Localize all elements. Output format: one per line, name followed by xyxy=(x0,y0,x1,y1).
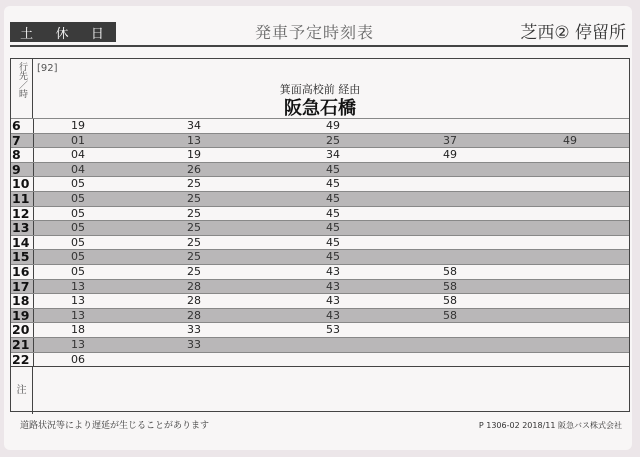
minute-cell: 45 xyxy=(326,162,340,176)
hour-cell: 14 xyxy=(12,234,30,250)
minute-cell: 13 xyxy=(71,308,85,322)
hour-cell: 6 xyxy=(12,118,21,133)
minute-cell: 25 xyxy=(187,206,201,220)
hour-separator xyxy=(33,309,34,323)
hour-separator xyxy=(33,280,34,294)
hour-cell: 15 xyxy=(12,249,30,265)
timetable-row xyxy=(11,322,629,337)
minute-cell: 05 xyxy=(71,177,85,191)
hour-separator xyxy=(33,119,34,133)
hour-cell: 9 xyxy=(12,161,21,177)
hour-cell: 13 xyxy=(12,220,30,236)
minute-cell: 06 xyxy=(71,352,85,366)
timetable-box xyxy=(10,58,630,412)
minute-cell: 28 xyxy=(187,294,201,308)
minute-cell: 25 xyxy=(187,221,201,235)
minute-cell: 05 xyxy=(71,221,85,235)
via-text: 箕面高校前 経由 xyxy=(279,83,361,96)
minute-cell: 45 xyxy=(326,192,340,205)
timetable-row xyxy=(11,308,629,323)
timetable-row xyxy=(11,249,629,264)
hour-cell: 22 xyxy=(12,351,30,367)
hour-cell: 16 xyxy=(12,264,30,279)
hour-cell: 17 xyxy=(12,278,30,294)
timetable-row xyxy=(11,162,629,177)
minute-cell: 49 xyxy=(443,148,457,162)
minute-cell: 33 xyxy=(187,338,201,351)
minute-cell: 25 xyxy=(187,265,201,278)
stop-name: 芝西② 停留所 xyxy=(520,23,626,43)
minute-cell: 18 xyxy=(71,323,85,337)
minute-cell: 45 xyxy=(326,235,340,249)
minute-cell: 58 xyxy=(443,279,457,293)
minute-cell: 19 xyxy=(71,119,85,132)
minute-cell: 05 xyxy=(71,206,85,220)
minute-cell: 25 xyxy=(187,177,201,191)
minute-cell: 45 xyxy=(326,221,340,235)
minute-cell: 49 xyxy=(563,133,577,147)
hour-cell: 8 xyxy=(12,147,21,163)
minute-cell: 45 xyxy=(326,177,340,191)
minute-cell: 25 xyxy=(187,250,201,264)
minute-cell: 34 xyxy=(187,119,201,132)
minute-cell: 05 xyxy=(71,250,85,264)
hour-cell: 12 xyxy=(12,205,30,221)
minute-cell: 43 xyxy=(326,279,340,293)
timetable-row xyxy=(11,191,629,206)
minute-cell: 28 xyxy=(187,308,201,322)
minute-cell: 58 xyxy=(443,265,457,278)
timetable-row xyxy=(11,133,629,148)
hour-separator xyxy=(33,177,34,191)
minute-cell: 49 xyxy=(326,119,340,132)
minute-cell: 33 xyxy=(187,323,201,337)
hour-separator xyxy=(33,294,34,308)
hour-cell: 20 xyxy=(12,322,30,338)
timetable-row xyxy=(11,118,629,133)
minute-cell: 05 xyxy=(71,235,85,249)
hour-cell: 18 xyxy=(12,293,30,309)
hour-separator xyxy=(33,221,34,235)
hour-separator xyxy=(33,338,34,352)
minute-cell: 05 xyxy=(71,192,85,205)
hour-separator xyxy=(33,163,34,177)
hour-cell: 21 xyxy=(12,337,30,352)
timetable-row xyxy=(11,337,629,352)
delay-notice: 道路状況等により遅延が生じることがあります xyxy=(20,421,210,431)
minute-cell: 45 xyxy=(326,250,340,264)
timetable-row xyxy=(11,220,629,235)
minute-cell: 28 xyxy=(187,279,201,293)
timetable-row xyxy=(11,264,629,279)
timetable-row xyxy=(11,176,629,191)
minute-cell: 13 xyxy=(71,279,85,293)
dest-label-text: 行先／時 xyxy=(17,62,27,98)
hour-cell: 7 xyxy=(12,132,21,148)
day-type-char: 日 xyxy=(90,26,106,42)
header-divider xyxy=(10,45,628,47)
minute-cell: 43 xyxy=(326,308,340,322)
minute-cell: 53 xyxy=(326,323,340,337)
notes-label: 注 xyxy=(11,367,33,414)
hour-separator xyxy=(33,207,34,221)
minute-cell: 13 xyxy=(71,294,85,308)
hour-separator xyxy=(33,265,34,279)
minute-cell: 25 xyxy=(187,192,201,205)
minute-cell: 37 xyxy=(443,133,457,147)
hour-cell: 11 xyxy=(12,191,30,206)
schedule-title: 発車予定時刻表 xyxy=(255,23,375,42)
minute-cell: 13 xyxy=(187,133,201,147)
minute-cell: 19 xyxy=(187,148,201,162)
minute-cell: 05 xyxy=(71,265,85,278)
minute-cell: 04 xyxy=(71,162,85,176)
day-type-badge xyxy=(10,22,116,42)
minute-cell: 43 xyxy=(326,294,340,308)
minute-cell: 26 xyxy=(187,162,201,176)
destination-name: 阪急石橋 xyxy=(284,98,356,119)
hour-cell: 19 xyxy=(12,307,30,323)
timetable-row xyxy=(11,293,629,308)
minute-cell: 13 xyxy=(71,338,85,351)
minute-cell: 45 xyxy=(326,206,340,220)
notes-row xyxy=(11,366,629,414)
timetable-row xyxy=(11,352,629,367)
minute-cell: 58 xyxy=(443,308,457,322)
minute-cell: 25 xyxy=(187,235,201,249)
hour-cell: 10 xyxy=(12,176,30,192)
timetable-row xyxy=(11,279,629,294)
timetable-row xyxy=(11,147,629,162)
minute-cell: 58 xyxy=(443,294,457,308)
hour-separator xyxy=(33,236,34,250)
hour-separator xyxy=(33,250,34,264)
hour-separator xyxy=(33,192,34,206)
print-code: P 1306-02 2018/11 阪急バス株式会社 xyxy=(478,421,622,430)
minute-cell: 43 xyxy=(326,265,340,278)
timetable-row xyxy=(11,235,629,250)
day-type-char: 土 xyxy=(20,26,36,42)
hour-separator xyxy=(33,353,34,367)
minute-cell: 25 xyxy=(326,133,340,147)
timetable-row xyxy=(11,206,629,221)
hour-separator xyxy=(33,323,34,337)
day-type-char: 休 xyxy=(55,26,71,42)
minute-cell: 04 xyxy=(71,148,85,162)
minute-cell: 34 xyxy=(326,148,340,162)
hour-separator xyxy=(33,134,34,148)
minute-cell: 01 xyxy=(71,133,85,147)
hour-separator xyxy=(33,148,34,162)
route-number: [92] xyxy=(37,63,58,74)
